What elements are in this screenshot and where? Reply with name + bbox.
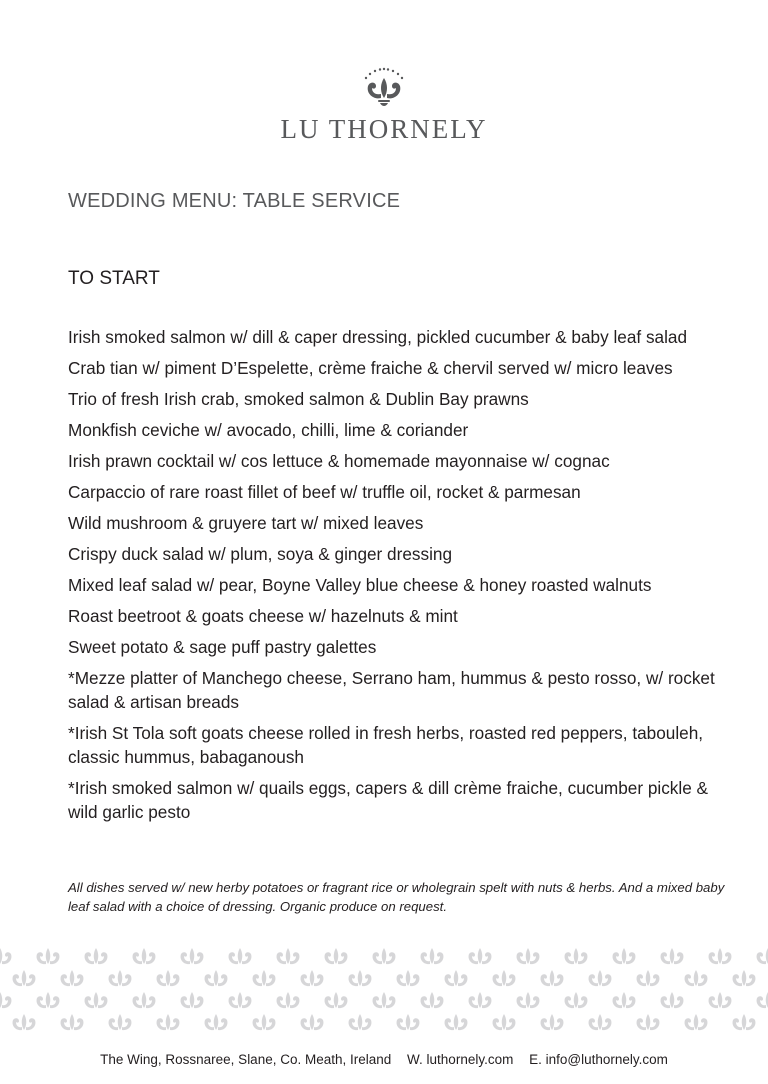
fleur-pattern-icon bbox=[565, 992, 588, 1008]
menu-item: Sweet potato & sage puff pastry galettes bbox=[68, 637, 377, 657]
fleur-pattern-icon bbox=[421, 948, 444, 964]
menu-item: Wild mushroom & gruyere tart w/ mixed leaves bbox=[68, 513, 424, 533]
footer-website[interactable]: W. luthornely.com bbox=[407, 1052, 514, 1067]
menu-item: Carpaccio of rare roast fillet of beef w/ truffle oil, rocket & parmesan bbox=[68, 482, 581, 502]
fleur-pattern-icon bbox=[349, 1014, 372, 1030]
fleur-pattern-icon bbox=[109, 970, 132, 986]
fleur-pattern-icon bbox=[205, 970, 228, 986]
fleur-pattern-icon bbox=[0, 948, 11, 964]
fleur-pattern-icon bbox=[37, 948, 60, 964]
menu-item: Irish smoked salmon w/ dill & caper dressing, pickled cucumber & baby leaf salad bbox=[68, 327, 688, 347]
menu-item: Mixed leaf salad w/ pear, Boyne Valley blue cheese & honey roasted walnuts bbox=[68, 575, 652, 595]
page-title: WEDDING MENU: TABLE SERVICE bbox=[68, 190, 401, 212]
fleur-pattern-icon bbox=[565, 948, 588, 964]
fleur-pattern-icon bbox=[757, 948, 768, 964]
fleur-pattern-icon bbox=[229, 992, 252, 1008]
fleur-pattern-icon bbox=[397, 970, 420, 986]
fleur-pattern-icon bbox=[157, 1014, 180, 1030]
fleur-pattern-icon bbox=[733, 1014, 756, 1030]
menu-item: Irish prawn cocktail w/ cos lettuce & homemade mayonnaise w/ cognac bbox=[68, 451, 610, 471]
fleur-pattern-icon bbox=[637, 1014, 660, 1030]
fleur-pattern-icon bbox=[517, 948, 540, 964]
fleur-pattern-icon bbox=[757, 992, 768, 1008]
menu-item: Crispy duck salad w/ plum, soya & ginger dressing bbox=[68, 544, 453, 564]
menu-item: *Irish smoked salmon w/ quails eggs, capers & dill crème fraiche, cucumber pickle & wild garlic pesto bbox=[68, 778, 709, 822]
fleur-pattern-icon bbox=[373, 992, 396, 1008]
menu-item: Monkfish ceviche w/ avocado, chilli, lime & coriander bbox=[68, 420, 469, 440]
fleur-pattern-icon bbox=[13, 970, 36, 986]
fleur-pattern-icon bbox=[733, 970, 756, 986]
fleur-pattern-icon bbox=[301, 1014, 324, 1030]
footer-address: The Wing, Rossnaree, Slane, Co. Meath, Ireland bbox=[100, 1052, 392, 1067]
fleur-pattern-icon bbox=[13, 1014, 36, 1030]
fleur-pattern-icon bbox=[253, 970, 276, 986]
menu-item: Trio of fresh Irish crab, smoked salmon & Dublin Bay prawns bbox=[68, 389, 529, 409]
fleur-pattern-icon bbox=[349, 970, 372, 986]
fleur-pattern-icon bbox=[493, 1014, 516, 1030]
fleur-pattern-icon bbox=[517, 992, 540, 1008]
fleur-pattern-icon bbox=[205, 1014, 228, 1030]
fleur-pattern-icon bbox=[469, 992, 492, 1008]
fleur-pattern-icon bbox=[469, 948, 492, 964]
footer bbox=[0, 1052, 768, 1067]
fleur-pattern-icon bbox=[445, 970, 468, 986]
fleur-pattern-icon bbox=[613, 948, 636, 964]
fleur-pattern-icon bbox=[589, 1014, 612, 1030]
fleur-pattern-icon bbox=[589, 970, 612, 986]
fleur-pattern-icon bbox=[277, 948, 300, 964]
fleur-pattern-icon bbox=[613, 992, 636, 1008]
fleur-pattern-icon bbox=[493, 970, 516, 986]
fleur-pattern-icon bbox=[661, 992, 684, 1008]
fleur-pattern-icon bbox=[85, 948, 108, 964]
fleur-pattern-icon bbox=[637, 970, 660, 986]
fleur-pattern bbox=[0, 944, 768, 1034]
menu-item: *Irish St Tola soft goats cheese rolled in fresh herbs, roasted red peppers, tabouleh, classic hummus, babaganoush bbox=[68, 723, 704, 767]
fleur-pattern-icon bbox=[133, 948, 156, 964]
fleur-pattern-icon bbox=[37, 992, 60, 1008]
fleur-pattern-icon bbox=[229, 948, 252, 964]
fleur-pattern-icon bbox=[709, 948, 732, 964]
fleur-pattern-icon bbox=[445, 1014, 468, 1030]
fleur-pattern-icon bbox=[0, 992, 11, 1008]
fleur-pattern-icon bbox=[301, 970, 324, 986]
fleur-pattern-icon bbox=[685, 1014, 708, 1030]
fleur-pattern-icon bbox=[373, 948, 396, 964]
fleur-pattern-icon bbox=[253, 1014, 276, 1030]
fleur-pattern-icon bbox=[133, 992, 156, 1008]
brand-logo bbox=[0, 64, 768, 145]
fleur-pattern-icon bbox=[541, 970, 564, 986]
fleur-pattern-icon bbox=[397, 1014, 420, 1030]
fleur-pattern-icon bbox=[85, 992, 108, 1008]
fleur-pattern-icon bbox=[277, 992, 300, 1008]
menu-note: All dishes served w/ new herby potatoes or fragrant rice or wholegrain spelt with nuts & herbs. And a mixed baby leaf salad with a choice of dressing. Organic produce on request. bbox=[68, 880, 725, 914]
fleur-pattern-icon bbox=[421, 992, 444, 1008]
fleur-pattern-icon bbox=[541, 1014, 564, 1030]
menu-item: Roast beetroot & goats cheese w/ hazelnuts & mint bbox=[68, 606, 458, 626]
fleur-icon bbox=[354, 64, 414, 108]
fleur-pattern-icon bbox=[61, 970, 84, 986]
fleur-pattern-icon bbox=[661, 948, 684, 964]
brand-name: LU THORNELY bbox=[280, 114, 488, 144]
fleur-pattern-icon bbox=[325, 992, 348, 1008]
fleur-pattern-icon bbox=[685, 970, 708, 986]
fleur-pattern-icon bbox=[181, 948, 204, 964]
fleur-pattern-icon bbox=[325, 948, 348, 964]
fleur-pattern-icon bbox=[181, 992, 204, 1008]
menu-item: *Mezze platter of Manchego cheese, Serrano ham, hummus & pesto rosso, w/ rocket salad & artisan breads bbox=[68, 668, 715, 712]
menu-item: Crab tian w/ piment D’Espelette, crème fraiche & chervil served w/ micro leaves bbox=[68, 358, 673, 378]
fleur-pattern-icon bbox=[157, 970, 180, 986]
fleur-pattern-icon bbox=[61, 1014, 84, 1030]
section-heading: TO START bbox=[68, 268, 160, 289]
fleur-pattern-icon bbox=[109, 1014, 132, 1030]
menu-list bbox=[68, 325, 728, 831]
fleur-pattern-icon bbox=[709, 992, 732, 1008]
footer-email[interactable]: E. info@luthornely.com bbox=[529, 1052, 668, 1067]
